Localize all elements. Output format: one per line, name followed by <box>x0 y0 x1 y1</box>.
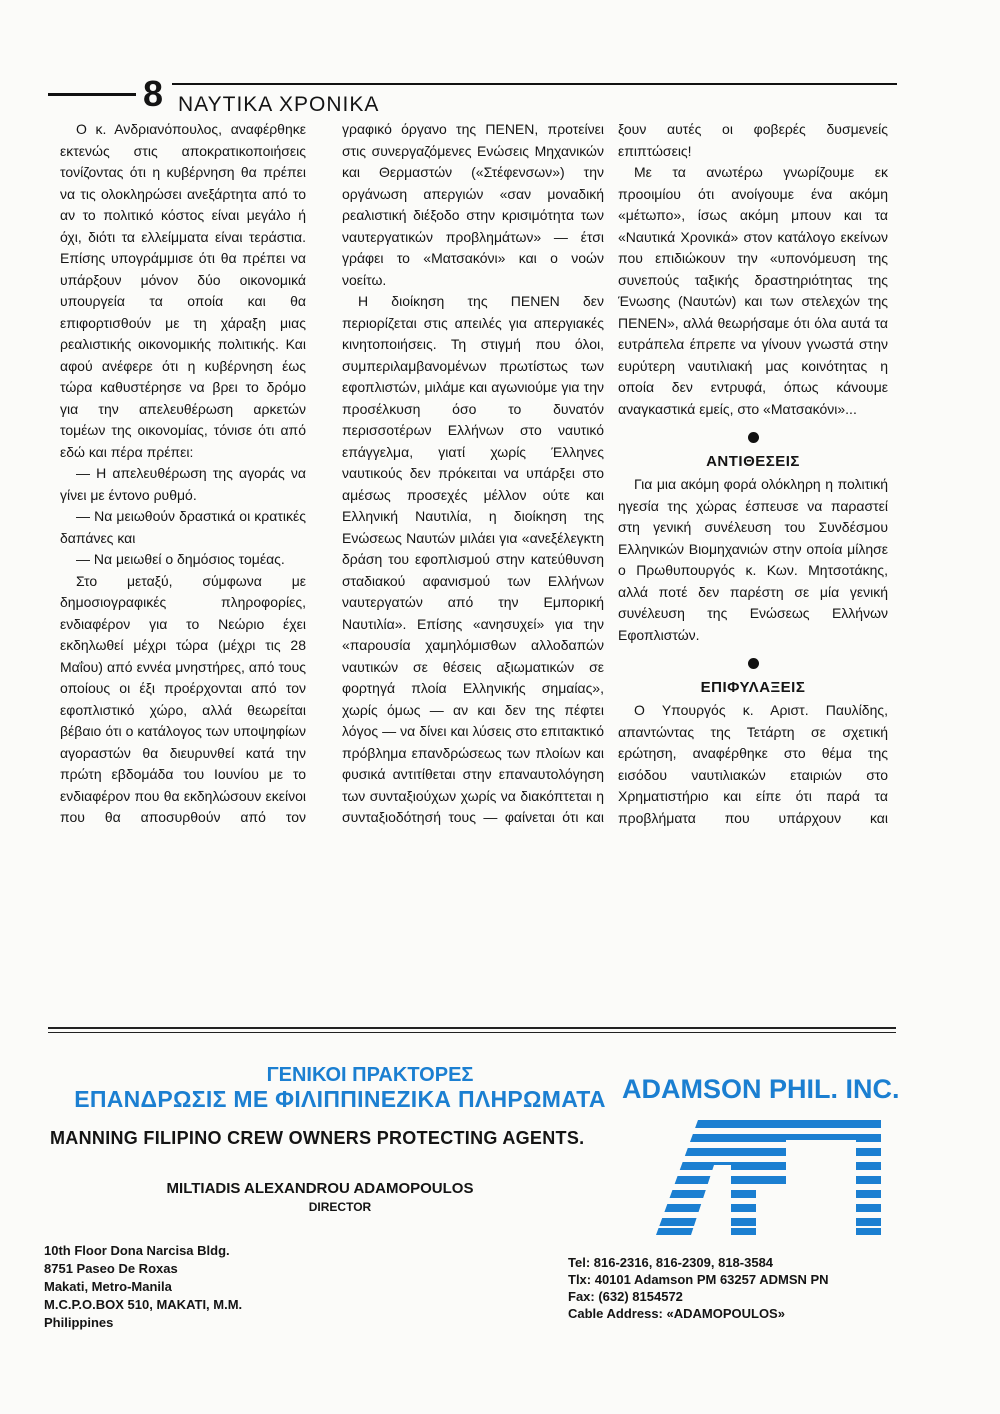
contact-line: Tel: 816-2316, 816-2309, 818-3584 <box>568 1255 774 1270</box>
list-item: — Η απελευθέρωση της αγοράς να γίνει με έντονο ρυθμό. <box>60 465 306 503</box>
section-heading: ΕΠΙΦΥΛΑΞΕΙΣ <box>700 679 806 696</box>
paragraph: Ο Υπουργός κ. Αριστ. Παυλίδης, απαντώντας της Τετάρτη σε σχετική ερώτηση, αναφέρθηκε στο θέμα της εισόδου ναυτιλιακών εταιριών στο Χρηματιστήριο και είπε ότι παρά τα προβλήματα που υπάρχουν και <box>618 702 888 826</box>
contact-line: Tlx: 40101 Adamson PM 63257 ADMSN PN <box>568 1272 829 1287</box>
section-heading: ΑΝΤΙΘΕΣΕΙΣ <box>706 453 800 470</box>
section-bullet <box>748 658 759 669</box>
address-line: M.C.P.O.BOX 510, MAKATI, M.M. <box>44 1297 243 1312</box>
list-item: — Να μειωθούν δραστικά οι κρατικές δαπάνες και <box>60 508 306 546</box>
article-column-3 <box>618 119 888 829</box>
address-line: 8751 Paseo De Roxas <box>44 1261 178 1276</box>
header-rule-left <box>48 93 136 96</box>
address-line: Philippines <box>44 1315 114 1330</box>
paragraph: Για μια ακόμη φορά ολόκληρη η πολιτική ηγεσία της χώρας έσπευσε να παραστεί στη γενική συνέλευση του Συνδέσμου Ελληνικών Βιομηχανιών στην οποία μίλησε ο Πρωθυπουργός κ. Κων. Μητσοτάκης, αλλά ποτέ δεν παρέστη σε μία γενική συνέλευση της Ενώσεως Ελλήνων Εφοπλιστών. <box>618 476 888 643</box>
paragraph: Με τα ανωτέρω γνωρίζουμε εκ προοιμίου ότι ανοίγουμε ένα ακόμη «μέτωπο», ίσως ακόμη μπουν και τα «Ναυτικά Χρονικά» στον κατάλογο εκείνων που επιδιώκουν την «υπονόμευση της συνεπούς ταξικής δραστηριότητας της Ένωσης (Ναυτών) και των στελεχών της ΠΕΝΕΝ», αλλά θεωρήσαμε ότι όλα αυτά τα ευτράπελα έπρεπε να γίνουν γνωστά στην ευρύτερη ναυτιλιακή μας κοινότητας η οποία δεν εντρυφά, όπως κάνουμε αναγκαστικά εμείς, στο «Ματσακόνι»... <box>618 164 888 417</box>
paragraph: ξουν αυτές οι φοβερές δυσμενείς επιπτώσεις! <box>618 121 888 159</box>
footer-rule-top <box>48 1027 896 1029</box>
list-item: — Να μειωθεί ο δημόσιος τομέας. <box>76 551 285 567</box>
section-bullet <box>748 432 759 443</box>
api-logo <box>636 1115 886 1240</box>
address-line: Makati, Metro-Manila <box>44 1279 172 1294</box>
article-column-1 <box>60 119 306 829</box>
ad-greek-subheading: ΕΠΑΝΔΡΩΣΙΣ ΜΕ ΦΙΛΙΠΠΙΝΕΖΙΚΑ ΠΛΗΡΩΜΑΤΑ <box>74 1086 606 1112</box>
paragraph: Ο κ. Ανδριανόπουλος, αναφέρθηκε εκτενώς στις αποκρατικοποιήσεις τονίζοντας ότι η κυβέρνηση θα πρέπει να τις ολοκληρώσει ανεξάρτητα από το αν το πολιτικό κόστος είναι μεγάλο ή όχι, διότι τα ελλείμματα είναι τεράστια. Επίσης υπογράμμισε ότι θα πρέπει να υπάρξουν μόνον δύο οικονομικά υπουργεία τα οποία και θα επιφορτισθούν με τη χάραξη μιας ρεαλιστικής οικονομικής πολιτικής. Και αφού ανέφερε ότι η κυβέρνηση έως τώρα καθυστέρησε να βρει το δρόμο για την απελευθέρωση αρκετών τομέων της οικονομίας, τόνισε ότι από εδώ και πέρα πρέπει: <box>60 121 306 460</box>
ad-brand-name: ADAMSON PHIL. INC. <box>622 1074 900 1104</box>
ad-english-tagline: MANNING FILIPINO CREW OWNERS PROTECTING AGENTS. <box>50 1128 585 1148</box>
page-number: 8 <box>143 73 164 114</box>
contact-line: Fax: (632) 8154572 <box>568 1289 683 1304</box>
ad-contact-block <box>568 1254 829 1322</box>
header-rule-right <box>172 83 897 85</box>
ad-director-name: MILTIADIS ALEXANDROU ADAMOPOULOS <box>166 1180 474 1197</box>
paragraph: Στο μεταξύ, σύμφωνα με δημοσιογραφικές πληροφορίες, ενδιαφέρον για το Νεώριο έχει εκδηλωθεί μέχρι τώρα (μέχρι τις 28 Μαΐου) από εννέα μνηστήρες, από τους οποίους οι έξι προέρχονται από τον εφοπλιστικό χώρο, αλλά θεωρείται βέβαιο ότι ο κατάλογος των υποψηφίων αγοραστών θα διευρυνθεί κατά την πρώτη εβδομάδα του Ιουνίου με το ενδιαφέρον που θα εκδηλώσουν εκείνοι που θα αποσυρθούν από τον <box>60 572 306 825</box>
ad-greek-heading: ΓΕΝΙΚΟΙ ΠΡΑΚΤΟΡΕΣ <box>266 1064 474 1086</box>
address-line: 10th Floor Dona Narcisa Bldg. <box>44 1243 230 1258</box>
ad-director-title: DIRECTOR <box>308 1200 372 1214</box>
contact-line: Cable Address: «ADAMOPOULOS» <box>568 1306 785 1321</box>
paragraph: Η διοίκηση της ΠΕΝΕΝ δεν περιορίζεται στις απειλές για απεργιακές κινητοποιήσεις. Τη στιγμή που όλοι, συμπεριλαμβανομένων πρωτίστως των εφοπλιστών, μιλάμε και αγωνιούμε για την προσέλκυση όσο το δυνατόν περισσοτέρων Ελλήνων στο ναυτικό επάγγελμα, γιατί χωρίς Έλληνες ναυτικούς δεν πρόκειται να υπάρξει στο αμέσως προσεχές μέλλον ούτε και Ελληνική Ναυτιλία, η διοίκηση της Ενώσεως Ναυτών μιλάει για «ανεξέλεγκτη δράση του εφοπλισμού στην κατεύθυνση σταδιακού αφανισμού των Ελλήνων ναυτεργατών από την Εμπορική Ναυτιλία». Επίσης «ανησυχεί» για την «παρουσία χαμηλόμισθων αλλοδαπών ναυτικών σε θέσεις αξιωματικών σε φορτηγά πλοία Ελληνικής σημαίας», χωρίς όμως — αν και δεν της πέφτει λόγος — να δίνει και λύσεις στο επιτακτικό πρόβλημα επανδρώσεως των πλοίων και φυσικά αντιτίθεται στην επαναυτολόγηση των συνταξιούχων χωρίς να διακόπτεται η συνταξιοδότησή τους — φαίνεται ότι και <box>342 293 604 825</box>
paragraph: γραφικό όργανο της ΠΕΝΕΝ, προτείνει στις συνεργαζόμενες Ενώσεις Μηχανικών και Θερμαστών («Στέφενσων») την οργάνωση απεργιών «σαν μοναδική ρεαλιστική διέξοδο στην κρισιμότητα των ναυτεργατικών προβλημάτων» — έτσι γράφει το «Ματσακόνι» και ο νοών νοείτω. <box>342 121 604 288</box>
ad-address-block <box>44 1242 242 1332</box>
article-column-2 <box>342 119 604 829</box>
footer-rule-bottom <box>48 1032 896 1033</box>
publication-title: ΝΑΥΤΙΚΑ ΧΡΟΝΙΚΑ <box>178 93 380 116</box>
